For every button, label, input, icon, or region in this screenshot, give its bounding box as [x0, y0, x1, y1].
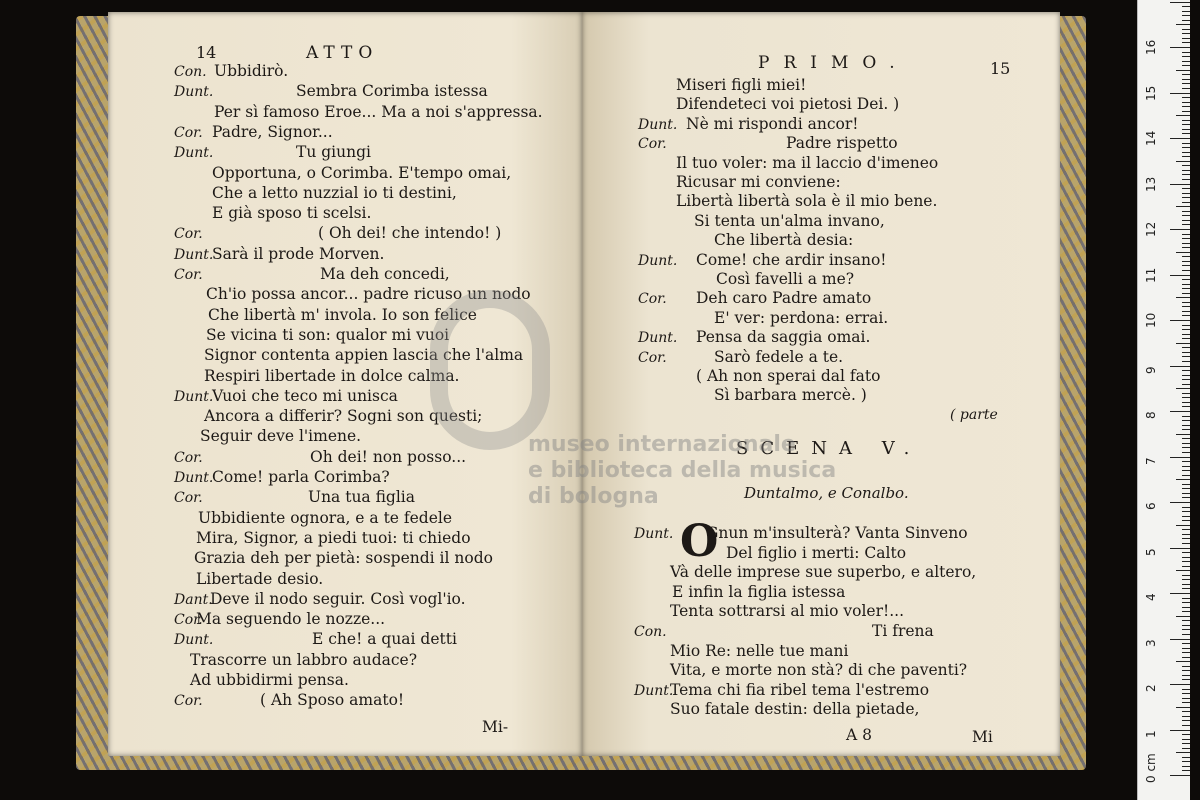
verse-line: Sembra Corimba istessa [296, 82, 488, 101]
ruler-label: 1 [1144, 729, 1158, 738]
ruler-label: 9 [1144, 365, 1158, 374]
ruler-tick [1182, 648, 1190, 649]
speaker-label: Dunt. [174, 246, 214, 263]
verse-line: Ad ubbidirmi pensa. [190, 671, 349, 689]
ruler-tick [1182, 770, 1190, 771]
ruler-tick [1182, 507, 1190, 508]
speaker-label: Cor. [638, 291, 667, 308]
ruler-tick [1176, 388, 1190, 389]
ruler-tick [1182, 757, 1190, 758]
ruler-tick [1182, 247, 1190, 248]
ruler-tick [1182, 743, 1190, 744]
speaker-label: Cor. [174, 124, 203, 141]
verse-line: Come! parla Corimba? [212, 468, 390, 486]
ruler-tick [1182, 443, 1190, 444]
verse-line: Tenta sottrarsi al mio voler!... [670, 602, 905, 621]
ruler-tick [1182, 65, 1190, 66]
ruler-tick [1182, 675, 1190, 676]
verse-line: Gnun m'insulterà? Vanta Sinveno [706, 524, 968, 542]
verse-line: Seguir deve l'imene. [200, 427, 362, 446]
ruler-tick [1182, 165, 1190, 166]
exit-direction: ( parte [950, 407, 998, 423]
verse-line: Difendeteci voi pietosi Dei. ) [676, 95, 900, 114]
ruler-tick [1170, 138, 1190, 139]
ruler-tick [1170, 684, 1190, 685]
ruler-tick [1176, 525, 1190, 526]
ruler-label: 0 cm [1144, 753, 1158, 783]
right-catchword: Mi [972, 728, 993, 746]
verse-line: Mio Re: nelle tue mani [670, 641, 849, 660]
ruler-tick [1182, 584, 1190, 585]
verse-line: Si tenta un'alma invano, [694, 211, 885, 230]
ruler-label: 12 [1144, 221, 1158, 237]
ruler-tick [1182, 152, 1190, 153]
ruler-tick [1182, 284, 1190, 285]
ruler-tick [1176, 115, 1190, 116]
ruler-tick [1182, 325, 1190, 326]
ruler-tick [1182, 452, 1190, 453]
speaker-label: Dunt. [638, 116, 678, 133]
ruler-tick [1182, 552, 1190, 553]
ruler-tick [1182, 361, 1190, 362]
verse-line: Mira, Signor, a piedi tuoi: ti chiedo [196, 528, 471, 547]
ruler-tick [1170, 548, 1190, 549]
ruler-label: 13 [1144, 176, 1158, 192]
ruler-tick [1182, 511, 1190, 512]
ruler-tick [1170, 47, 1190, 48]
ruler-tick [1182, 52, 1190, 53]
ruler-tick [1176, 479, 1190, 480]
speaker-label: Dunt. [638, 330, 678, 347]
ruler-tick [1176, 343, 1190, 344]
measurement-ruler [1137, 0, 1190, 800]
ruler-tick [1182, 575, 1190, 576]
ruler-tick [1182, 133, 1190, 134]
ruler-tick [1182, 761, 1190, 762]
ruler-tick [1176, 570, 1190, 571]
ruler-tick [1182, 493, 1190, 494]
ruler-tick [1182, 420, 1190, 421]
verse-line: Padre rispetto [786, 134, 898, 153]
ruler-label: 10 [1144, 312, 1158, 328]
ruler-tick [1182, 147, 1190, 148]
scene-characters: Duntalmo, e Conalbo. [744, 484, 909, 502]
ruler-tick [1176, 252, 1190, 253]
ruler-tick [1176, 206, 1190, 207]
speaker-label: Cor. [174, 449, 203, 466]
ruler-tick [1182, 188, 1190, 189]
verse-line: Ch'io possa ancor... padre ricuso un nodo [206, 285, 531, 304]
ruler-tick [1182, 566, 1190, 567]
ruler-tick [1170, 411, 1190, 412]
ruler-tick [1182, 634, 1190, 635]
ruler-tick [1182, 302, 1190, 303]
ruler-tick [1182, 607, 1190, 608]
right-page-number: 15 [990, 59, 1011, 78]
ruler-tick [1176, 161, 1190, 162]
ruler-tick [1182, 438, 1190, 439]
speaker-label: Dunt. [174, 388, 214, 405]
ruler-tick [1170, 366, 1190, 367]
ruler-tick [1182, 466, 1190, 467]
watermark-line-3: di bologna [528, 484, 659, 509]
verse-line: Che libertà m' invola. Io son felice [208, 305, 477, 324]
verse-line: Sì barbara mercè. ) [714, 386, 867, 405]
ruler-tick [1176, 297, 1190, 298]
speaker-label: Dunt. [174, 632, 214, 649]
verse-line: Nè mi rispondi ancor! [686, 114, 859, 133]
ruler-tick [1182, 425, 1190, 426]
ruler-tick [1182, 588, 1190, 589]
ruler-tick [1182, 561, 1190, 562]
ruler-tick [1182, 143, 1190, 144]
ruler-tick [1170, 502, 1190, 503]
ruler-tick [1182, 488, 1190, 489]
ruler-tick [1170, 184, 1190, 185]
ruler-tick [1182, 42, 1190, 43]
ruler-tick [1182, 234, 1190, 235]
ruler-tick [1170, 320, 1190, 321]
ruler-tick [1182, 347, 1190, 348]
ruler-tick [1182, 611, 1190, 612]
watermark-line-1: museo internazionale [528, 432, 796, 457]
ruler-tick [1182, 102, 1190, 103]
ruler-tick [1182, 516, 1190, 517]
verse-line: Oh dei! non posso... [310, 447, 467, 466]
ruler-tick [1182, 379, 1190, 380]
ruler-tick [1182, 79, 1190, 80]
ruler-tick [1182, 193, 1190, 194]
speaker-label: Cor. [174, 612, 203, 629]
ruler-tick [1182, 679, 1190, 680]
ruler-tick [1182, 716, 1190, 717]
verse-line: Ti frena [872, 622, 934, 640]
verse-line: Tu giungi [296, 143, 371, 162]
ruler-tick [1176, 752, 1190, 753]
ruler-tick [1182, 429, 1190, 430]
ruler-tick [1182, 393, 1190, 394]
signature-mark: A 8 [846, 726, 872, 744]
ruler-label: 15 [1144, 85, 1158, 101]
ruler-tick [1182, 61, 1190, 62]
ruler-tick [1182, 534, 1190, 535]
ruler-tick [1182, 238, 1190, 239]
speaker-label: Con. [174, 64, 207, 80]
ruler-tick [1182, 625, 1190, 626]
verse-line: Padre, Signor... [212, 122, 333, 141]
ruler-label: 7 [1144, 456, 1158, 465]
ruler-tick [1182, 711, 1190, 712]
ruler-tick [1182, 725, 1190, 726]
ruler-tick [1182, 689, 1190, 690]
ruler-tick [1170, 457, 1190, 458]
ruler-tick [1182, 670, 1190, 671]
ruler-tick [1182, 702, 1190, 703]
ruler-tick [1182, 265, 1190, 266]
ruler-tick [1182, 329, 1190, 330]
museum-logo-watermark [430, 290, 550, 450]
ruler-tick [1176, 616, 1190, 617]
ruler-tick [1182, 156, 1190, 157]
verse-line: Deve il nodo seguir. Così vogl'io. [210, 589, 466, 608]
ruler-label: 6 [1144, 502, 1158, 510]
ruler-tick [1182, 602, 1190, 603]
speaker-label: Cor. [638, 349, 667, 366]
ruler-tick [1182, 497, 1190, 498]
verse-line: E già sposo ti scelsi. [212, 204, 372, 223]
verse-line: Respiri libertade in dolce calma. [204, 366, 460, 385]
left-page-number: 14 [196, 43, 217, 62]
speaker-label: Con. [634, 624, 667, 640]
ruler-tick [1182, 88, 1190, 89]
ruler-tick [1182, 657, 1190, 658]
ruler-tick [1182, 33, 1190, 34]
verse-line: Tema chi fia ribel tema l'estremo [670, 680, 930, 699]
ruler-label: 14 [1144, 130, 1158, 146]
verse-line: Come! che ardir insano! [696, 250, 887, 269]
ruler-tick [1182, 11, 1190, 12]
scene-title: SCENA V. [736, 438, 922, 459]
verse-line: Pensa da saggia omai. [696, 328, 871, 347]
verse-line: Ubbidiente ognora, e a te fedele [198, 508, 453, 527]
verse-line: Sarò fedele a te. [714, 347, 844, 366]
ruler-tick [1182, 334, 1190, 335]
ruler-tick [1182, 538, 1190, 539]
ruler-tick [1170, 593, 1190, 594]
speaker-label: Dunt. [634, 526, 674, 542]
ruler-tick [1182, 652, 1190, 653]
verse-line: E infin la figlia istessa [672, 582, 846, 601]
ruler-tick [1182, 666, 1190, 667]
verse-line: Che libertà desia: [714, 231, 854, 250]
ruler-tick [1182, 315, 1190, 316]
ruler-tick [1182, 766, 1190, 767]
ruler-tick [1176, 661, 1190, 662]
ruler-tick [1170, 775, 1190, 776]
ruler-tick [1182, 352, 1190, 353]
verse-line: Ma seguendo le nozze... [196, 610, 386, 629]
ruler-tick [1182, 202, 1190, 203]
ruler-tick [1182, 375, 1190, 376]
ruler-label: 8 [1144, 411, 1158, 419]
ruler-tick [1182, 520, 1190, 521]
ruler-tick [1182, 384, 1190, 385]
ruler-tick [1182, 6, 1190, 7]
ruler-tick [1176, 434, 1190, 435]
speaker-label: Cor. [174, 693, 203, 710]
ruler-tick [1182, 29, 1190, 30]
ruler-tick [1182, 693, 1190, 694]
ruler-tick [1182, 720, 1190, 721]
verse-line: ( Ah non sperai dal fato [696, 367, 881, 385]
ruler-tick [1182, 129, 1190, 130]
drop-cap: O [680, 516, 719, 567]
ruler-tick [1176, 24, 1190, 25]
ruler-tick [1182, 397, 1190, 398]
ruler-tick [1182, 179, 1190, 180]
ruler-tick [1182, 620, 1190, 621]
ruler-tick [1182, 97, 1190, 98]
ruler-tick [1182, 557, 1190, 558]
verse-line: Ricusar mi conviene: [676, 173, 841, 191]
ruler-tick [1182, 220, 1190, 221]
verse-line: Del figlio i merti: Calto [726, 543, 907, 562]
verse-line: Miseri figli miei! [676, 76, 807, 94]
ruler-tick [1182, 56, 1190, 57]
ruler-tick [1170, 275, 1190, 276]
ruler-tick [1176, 70, 1190, 71]
speaker-label: Dunt. [638, 252, 678, 269]
ruler-tick [1182, 288, 1190, 289]
ruler-tick [1182, 74, 1190, 75]
left-catchword: Mi- [482, 718, 509, 736]
verse-line: Ubbidirò. [214, 62, 289, 80]
ruler-tick [1182, 15, 1190, 16]
verse-line: ( Oh dei! che intendo! ) [318, 224, 502, 243]
ruler-tick [1182, 243, 1190, 244]
verse-line: Trascorre un labbro audace? [190, 650, 418, 669]
ruler-label: 4 [1144, 593, 1158, 601]
ruler-tick [1170, 639, 1190, 640]
verse-line: Suo fatale destin: della pietade, [670, 700, 920, 719]
watermark-line-2: e biblioteca della musica [528, 458, 837, 483]
verse-line: Ancora a differir? Sogni son questi; [204, 407, 483, 426]
ruler-tick [1182, 224, 1190, 225]
ruler-tick [1182, 643, 1190, 644]
verse-line: Che a letto nuzzial io ti destini, [212, 183, 457, 202]
verse-line: Grazia deh per pietà: sospendi il nodo [194, 549, 493, 568]
ruler-tick [1182, 20, 1190, 21]
ruler-tick [1182, 120, 1190, 121]
ruler-tick [1182, 256, 1190, 257]
speaker-label: Dant. [174, 591, 213, 608]
verse-line: Per sì famoso Eroe... Ma a noi s'appressa. [214, 102, 543, 121]
left-running-head: ATTO [306, 43, 379, 63]
ruler-tick [1182, 261, 1190, 262]
ruler-tick [1182, 338, 1190, 339]
verse-line: Vita, e morte non stà? di che paventi? [670, 661, 968, 680]
speaker-label: Dunt. [174, 145, 214, 162]
ruler-tick [1182, 461, 1190, 462]
ruler-tick [1182, 543, 1190, 544]
ruler-tick [1182, 111, 1190, 112]
verse-line: ( Ah Sposo amato! [260, 691, 405, 710]
verse-line: E che! a quai detti [312, 630, 457, 649]
ruler-tick [1182, 598, 1190, 599]
verse-line: E' ver: perdona: errai. [714, 308, 889, 327]
speaker-label: Dunt. [634, 682, 674, 699]
ruler-tick [1182, 306, 1190, 307]
ruler-tick [1176, 707, 1190, 708]
verse-line: Sarà il prode Morven. [212, 244, 385, 263]
speaker-label: Dunt. [174, 470, 214, 486]
ruler-tick [1182, 416, 1190, 417]
ruler-tick [1182, 579, 1190, 580]
ruler-tick [1182, 748, 1190, 749]
verse-line: Il tuo voler: ma il laccio d'imeneo [676, 153, 939, 172]
ruler-tick [1170, 2, 1190, 3]
speaker-label: Cor. [174, 226, 203, 243]
verse-line: Così favelli a me? [716, 270, 855, 288]
ruler-tick [1182, 311, 1190, 312]
verse-line: Vuoi che teco mi unisca [212, 386, 398, 405]
ruler-tick [1182, 406, 1190, 407]
ruler-tick [1182, 215, 1190, 216]
ruler-tick [1182, 475, 1190, 476]
ruler-tick [1170, 93, 1190, 94]
ruler-tick [1182, 270, 1190, 271]
ruler-tick [1182, 38, 1190, 39]
ruler-tick [1182, 197, 1190, 198]
ruler-tick [1182, 124, 1190, 125]
ruler-tick [1182, 356, 1190, 357]
speaker-label: Dunt. [174, 84, 214, 101]
ruler-tick [1170, 229, 1190, 230]
speaker-label: Cor. [638, 136, 667, 153]
verse-line: Deh caro Padre amato [696, 289, 872, 308]
speaker-label: Cor. [174, 490, 203, 507]
ruler-label: 11 [1144, 267, 1158, 283]
verse-line: Una tua figlia [308, 488, 416, 507]
ruler-tick [1182, 529, 1190, 530]
ruler-tick [1182, 83, 1190, 84]
speaker-label: Cor. [174, 267, 203, 283]
ruler-tick [1182, 370, 1190, 371]
verse-line: Se vicina ti son: qualor mi vuoi [206, 325, 450, 344]
right-running-head: PRIMO. [758, 53, 909, 73]
ruler-tick [1182, 698, 1190, 699]
ruler-tick [1182, 629, 1190, 630]
verse-line: Và delle imprese sue superbo, e altero, [670, 563, 977, 582]
ruler-label: 2 [1144, 684, 1158, 692]
verse-line: Signor contenta appien lascia che l'alma [204, 346, 524, 365]
ruler-tick [1182, 293, 1190, 294]
verse-line: Libertade desio. [196, 569, 324, 588]
ruler-tick [1182, 170, 1190, 171]
ruler-tick [1182, 279, 1190, 280]
ruler-tick [1182, 739, 1190, 740]
verse-line: Ma deh concedi, [320, 265, 450, 283]
ruler-tick [1182, 211, 1190, 212]
ruler-tick [1182, 106, 1190, 107]
ruler-tick [1182, 734, 1190, 735]
ruler-label: 3 [1144, 638, 1158, 647]
verse-line: Opportuna, o Corimba. E'tempo omai, [212, 163, 512, 182]
ruler-tick [1182, 402, 1190, 403]
ruler-label: 16 [1144, 39, 1158, 55]
ruler-tick [1182, 447, 1190, 448]
ruler-label: 5 [1144, 547, 1158, 556]
ruler-tick [1182, 174, 1190, 175]
ruler-tick [1182, 484, 1190, 485]
ruler-tick [1182, 470, 1190, 471]
verse-line: Libertà libertà sola è il mio bene. [676, 192, 938, 211]
ruler-tick [1170, 730, 1190, 731]
